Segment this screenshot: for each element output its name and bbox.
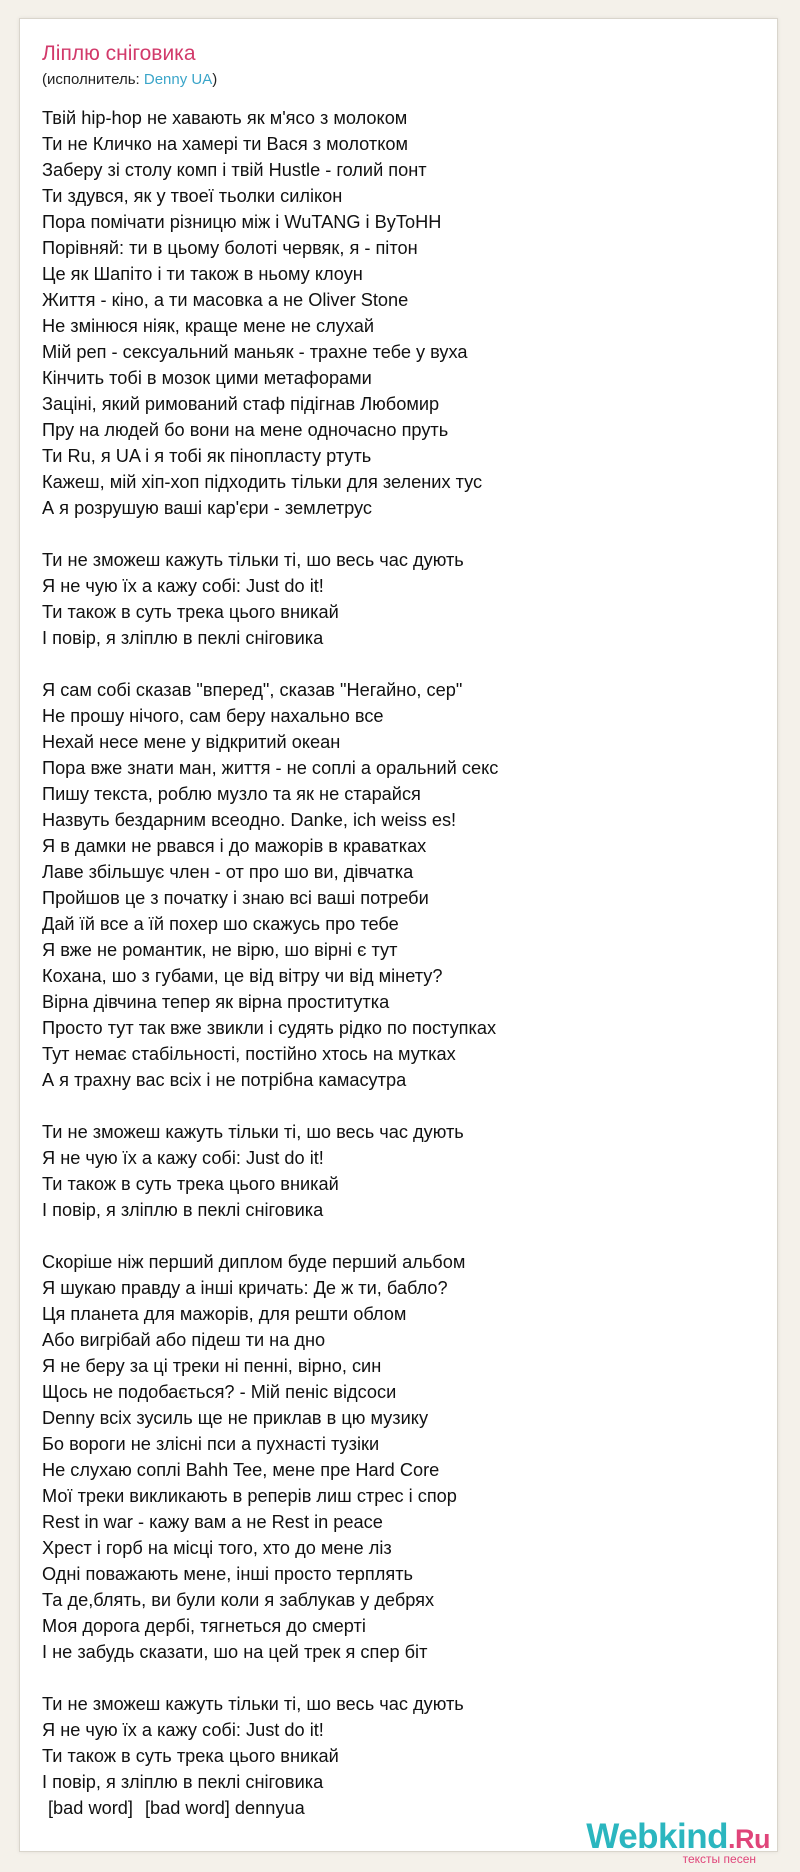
- lyrics-line: Я не беру за ці треки ні пенні, вірно, син: [42, 1356, 382, 1376]
- stanza-gap: [42, 521, 742, 547]
- tag: [bad word]: [48, 1798, 133, 1818]
- song-title: Ліплю сніговика: [42, 42, 196, 65]
- lyrics-line: Кохана, шо з губами, це від вітру чи від мінету?: [42, 966, 443, 986]
- tags-line: [48, 1795, 317, 1821]
- lyrics-line: Дай їй все а їй похер шо скажусь про тебе: [42, 914, 399, 934]
- stanza-gap: [42, 1223, 742, 1249]
- lyrics-line: Тут немає стабільності, постійно хтось на мутках: [42, 1044, 456, 1064]
- logo-subtitle: тексты песен: [682, 1852, 756, 1866]
- lyrics-line: Твій hip-hop не хавають як м'ясо з молоком: [42, 108, 408, 128]
- lyrics-line: Лаве збільшує член - от про шо ви, дівчатка: [42, 862, 414, 882]
- lyrics-line: Порівняй: ти в цьому болоті червяк, я - пітон: [42, 238, 418, 258]
- lyrics-line: Ти також в суть трека цього вникай: [42, 602, 339, 622]
- lyrics-line: Заберу зі столу комп і твій Hustle - голий понт: [42, 160, 427, 180]
- webkind-logo[interactable]: [586, 1817, 770, 1866]
- lyrics-line: Вірна дівчина тепер як вірна проститутка: [42, 992, 390, 1012]
- lyrics-line: І не забудь сказати, шо на цей трек я спер біт: [42, 1642, 428, 1662]
- lyrics-text: [42, 105, 742, 1795]
- lyrics-line: Життя - кіно, а ти масовка а не Oliver Stone: [42, 290, 409, 310]
- lyrics-line: Це як Шапіто і ти також в ньому клоун: [42, 264, 363, 284]
- performer-link[interactable]: Denny UA: [143, 71, 213, 88]
- lyrics-line: Не змінюся ніяк, краще мене не слухай: [42, 316, 374, 336]
- lyrics-line: Кажеш, мій хіп-хоп підходить тільки для зелених тус: [42, 472, 483, 492]
- lyrics-line: І повір, я зліплю в пеклі сніговика: [42, 1772, 324, 1792]
- performer-suffix: ): [212, 71, 218, 88]
- lyrics-line: Та де,блять, ви були коли я заблукав у дебрях: [42, 1590, 435, 1610]
- lyrics-line: Я не чую їх а кажу собі: Just do it!: [42, 1720, 324, 1740]
- lyrics-line: Ти не зможеш кажуть тільки ті, шо весь час дують: [42, 1122, 464, 1142]
- lyrics-line: Щось не подобається? - Мій пеніс відсоси: [42, 1382, 397, 1402]
- lyrics-line: Мій реп - сексуальний маньяк - трахне тебе у вуха: [42, 342, 468, 362]
- lyrics-line: Просто тут так вже звикли і судять рідко по поступках: [42, 1018, 497, 1038]
- tag: [bad word] dennyua: [144, 1798, 305, 1818]
- lyrics-line: Хрест і горб на місці того, хто до мене ліз: [42, 1538, 392, 1558]
- stanza-gap: [42, 1665, 742, 1691]
- lyrics-line: Зацінi, який римований стаф підігнав Любомир: [42, 394, 440, 414]
- lyrics-line: Одні поважають мене, інші просто терплять: [42, 1564, 414, 1584]
- lyrics-line: А я трахну вас всіх і не потрібна камасутра: [42, 1070, 407, 1090]
- lyrics-line: Скоріше ніж перший диплом буде перший альбом: [42, 1252, 466, 1272]
- lyrics-line: Denny всіх зусиль ще не приклав в цю музику: [42, 1408, 429, 1428]
- lyrics-line: Або вигрібай або підеш ти на дно: [42, 1330, 326, 1350]
- lyrics-line: Пора помічати різницю між і WuTANG і ByToHH: [42, 212, 442, 232]
- lyrics-line: Ти також в суть трека цього вникай: [42, 1174, 339, 1194]
- lyrics-line: Нехай несе мене у відкритий океан: [42, 732, 341, 752]
- lyrics-line: Ти не Кличко на хамері ти Вася з молотком: [42, 134, 408, 154]
- lyrics-line: Бо вороги не злісні пси а пухнасті тузіки: [42, 1434, 380, 1454]
- lyrics-line: Пру на людей бо вони на мене одночасно пруть: [42, 420, 449, 440]
- lyrics-line: Ти не зможеш кажуть тільки ті, шо весь час дують: [42, 550, 464, 570]
- lyrics-line: Ти Ru, я UA і я тобі як пінопласту ртуть: [42, 446, 372, 466]
- lyrics-line: Пройшов це з початку і знаю всі ваші потреби: [42, 888, 429, 908]
- lyrics-line: Не слухаю соплі Bahh Tee, мене пре Hard Core: [42, 1460, 440, 1480]
- lyrics-line: Ти не зможеш кажуть тільки ті, шо весь час дують: [42, 1694, 464, 1714]
- lyrics-line: Мої треки викликають в реперів лиш стрес і спор: [42, 1486, 457, 1506]
- stanza-gap: [42, 651, 742, 677]
- performer-prefix: (исполнитель:: [42, 71, 144, 88]
- lyrics-line: Ти здувся, як у твоеї тьолки силікон: [42, 186, 343, 206]
- lyrics-line: А я розрушую ваші кар'єри - землетрус: [42, 498, 372, 518]
- logo-tld: .Ru: [728, 1824, 770, 1854]
- lyrics-line: Я вже не романтик, не вірю, шо вірні є тут: [42, 940, 398, 960]
- lyrics-line: І повір, я зліплю в пеклі сніговика: [42, 1200, 324, 1220]
- lyrics-line: Назвуть бездарним всеодно. Danke, ich weiss es!: [42, 810, 457, 830]
- lyrics-line: Ти також в суть трека цього вникай: [42, 1746, 339, 1766]
- lyrics-line: Не прошу нічого, сам беру нахально все: [42, 706, 384, 726]
- lyrics-line: Пора вже знати ман, життя - не соплі а оральний секс: [42, 758, 499, 778]
- lyrics-line: Я шукаю правду а інші кричать: Де ж ти, бабло?: [42, 1278, 448, 1298]
- lyrics-line: Кінчить тобі в мозок цими метафорами: [42, 368, 372, 388]
- lyrics-line: Я не чую їх а кажу собі: Just do it!: [42, 1148, 324, 1168]
- lyrics-line: Моя дорога дербі, тягнеться до смерті: [42, 1616, 366, 1636]
- stanza-gap: [42, 1093, 742, 1119]
- lyrics-line: І повір, я зліплю в пеклі сніговика: [42, 628, 324, 648]
- lyrics-line: Rest in war - кажу вам а не Rest in peace: [42, 1512, 383, 1532]
- lyrics-line: Ця планета для мажорів, для решти облом: [42, 1304, 407, 1324]
- lyrics-line: Я в дамки не рвався і до мажорів в краватках: [42, 836, 427, 856]
- logo-brand-name: Webkind: [586, 1817, 728, 1856]
- lyrics-line: Пишу текста, роблю музло та як не старайся: [42, 784, 421, 804]
- lyrics-line: Я сам собі сказав "вперед", сказав "Негайно, сер": [42, 680, 463, 700]
- lyrics-line: Я не чую їх а кажу собі: Just do it!: [42, 576, 324, 596]
- performer-line: [42, 70, 217, 90]
